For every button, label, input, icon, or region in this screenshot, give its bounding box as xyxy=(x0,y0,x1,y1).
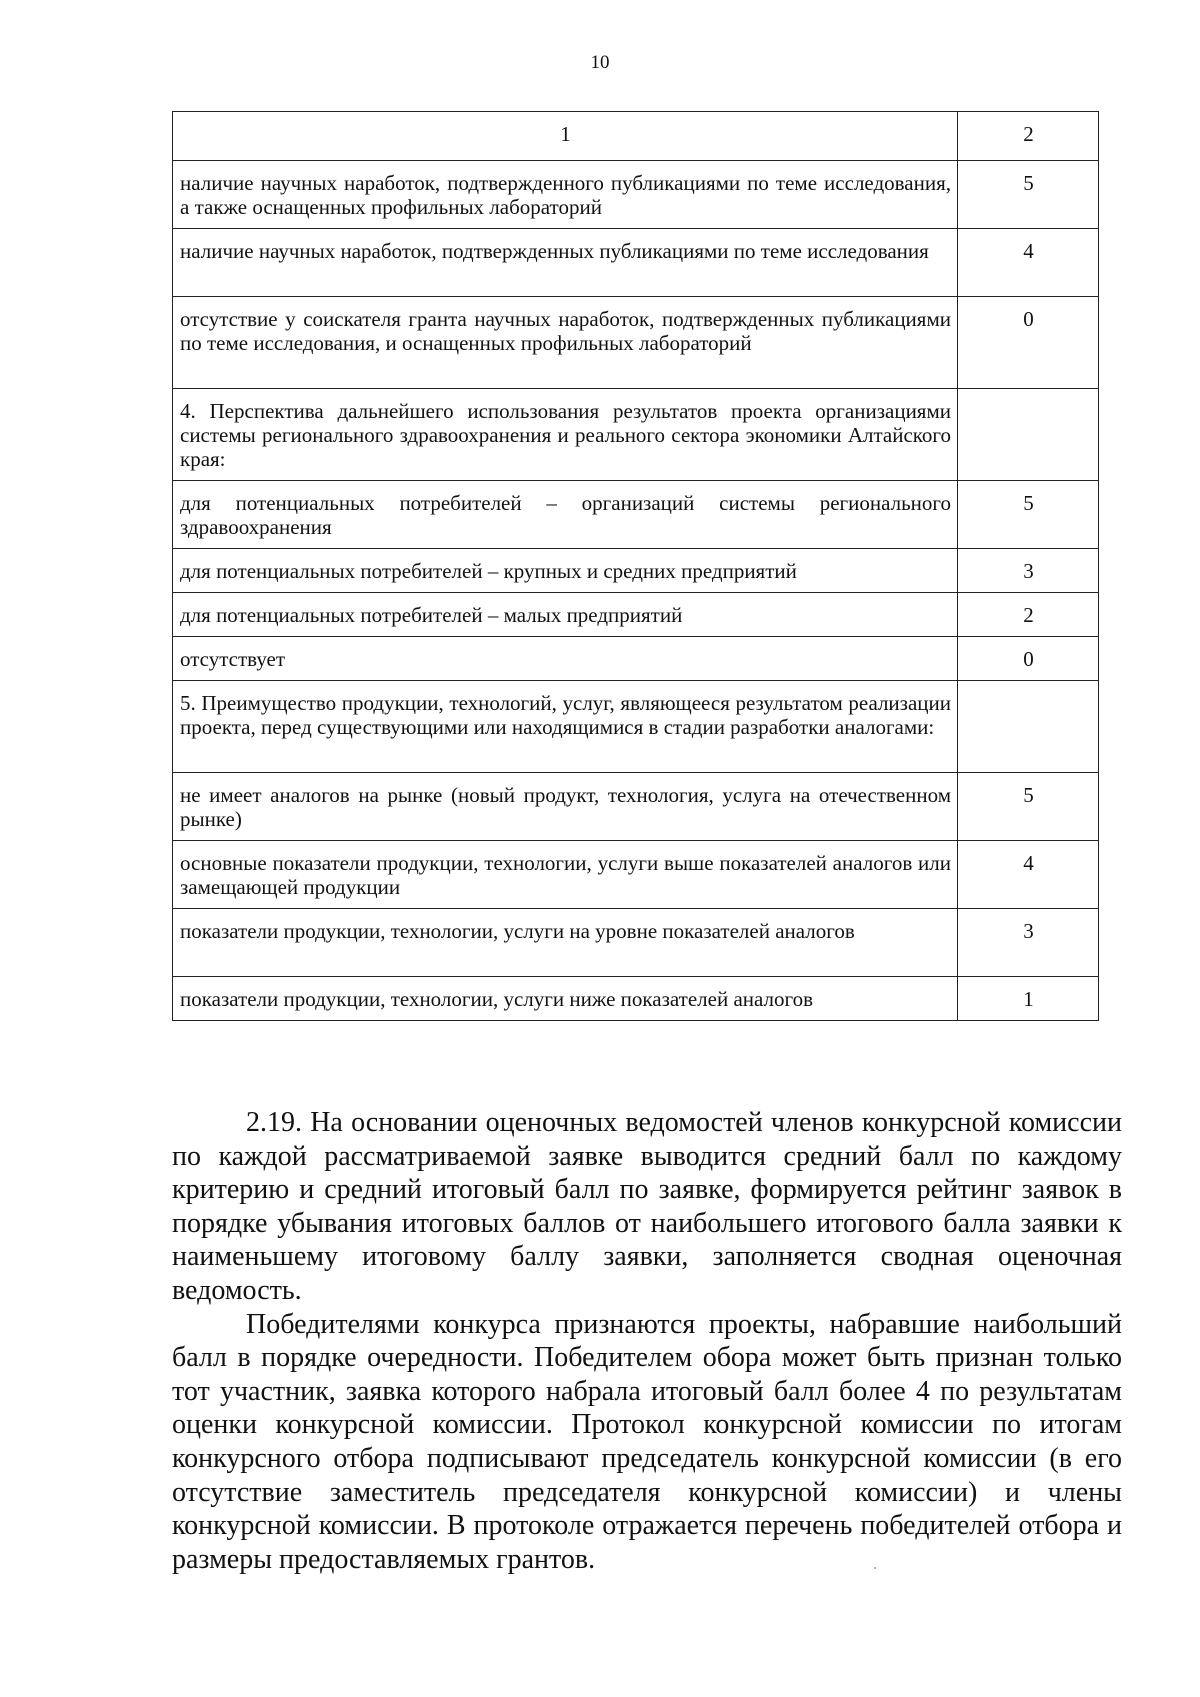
table-row xyxy=(173,297,1099,389)
criterion-text: наличие научных наработок, подтвержденных публикациями по теме исследования xyxy=(173,229,958,297)
scan-speck xyxy=(874,1567,876,1569)
criterion-text: для потенциальных потребителей – малых предприятий xyxy=(173,593,958,637)
table-row xyxy=(173,389,1099,481)
paragraph: Победителями конкурса признаются проекты, набравшие наибольший балл в порядке очередности. Победителем обора может быть признан только тот участник, заявка которого набрала итоговый балл более 4 по результатам оценки конкурсной комиссии. Протокол конкурсной комиссии по итогам конкурсного отбора подписывают председатель конкурсной комиссии (в его отсутствие заместитель председателя конкурсной комиссии) и члены конкурсной комиссии. В протоколе отражается перечень победителей отбора и размеры предоставляемых грантов. xyxy=(172,1308,1122,1575)
criterion-text: отсутствует xyxy=(173,637,958,681)
score-value: 3 xyxy=(958,549,1099,593)
score-value: 0 xyxy=(958,297,1099,389)
score-value: 5 xyxy=(958,773,1099,841)
score-value xyxy=(958,681,1099,773)
criterion-text: не имеет аналогов на рынке (новый продукт, технология, услуга на отечественном рынке) xyxy=(173,773,958,841)
page-number: 10 xyxy=(590,52,610,73)
table-row xyxy=(173,481,1099,549)
table-row xyxy=(173,161,1099,229)
body-text xyxy=(172,1106,1122,1576)
column-header-score: 2 xyxy=(958,112,1099,161)
score-value: 4 xyxy=(958,841,1099,909)
table-header-row xyxy=(173,112,1099,161)
table-row xyxy=(173,977,1099,1021)
score-value: 2 xyxy=(958,593,1099,637)
table-row xyxy=(173,637,1099,681)
criterion-text: наличие научных наработок, подтвержденного публикациями по теме исследования, а также оснащенных профильных лабораторий xyxy=(173,161,958,229)
criterion-text: показатели продукции, технологии, услуги на уровне показателей аналогов xyxy=(173,909,958,977)
table-row xyxy=(173,593,1099,637)
criterion-text: основные показатели продукции, технологии, услуги выше показателей аналогов или замещающей продукции xyxy=(173,841,958,909)
table-row xyxy=(173,229,1099,297)
table-row xyxy=(173,841,1099,909)
score-value: 5 xyxy=(958,161,1099,229)
criterion-text: показатели продукции, технологии, услуги ниже показателей аналогов xyxy=(173,977,958,1021)
score-value: 5 xyxy=(958,481,1099,549)
criterion-section-heading: 4. Перспектива дальнейшего использования результатов проекта организациями системы регионального здравоохранения и реального сектора экономики Алтайского края: xyxy=(173,389,958,481)
score-value: 1 xyxy=(958,977,1099,1021)
table-row xyxy=(173,681,1099,773)
paragraph: 2.19. На основании оценочных ведомостей членов конкурсной комиссии по каждой рассматриваемой заявке выводится средний балл по каждому критерию и средний итоговый балл по заявке, формируется рейтинг заявок в порядке убывания итоговых баллов от наибольшего итогового балла заявки к наименьшему итоговому баллу заявки, заполняется сводная оценочная ведомость. xyxy=(172,1107,1122,1306)
criterion-section-heading: 5. Преимущество продукции, технологий, услуг, являющееся результатом реализации проекта, перед существующими или находящимися в стадии разработки аналогами: xyxy=(173,681,958,773)
column-header-criterion: 1 xyxy=(173,112,958,161)
table-row xyxy=(173,909,1099,977)
criterion-text: для потенциальных потребителей – организаций системы регионального здравоохранения xyxy=(173,481,958,549)
criterion-text: для потенциальных потребителей – крупных и средних предприятий xyxy=(173,549,958,593)
score-value: 0 xyxy=(958,637,1099,681)
table-row xyxy=(173,549,1099,593)
score-value xyxy=(958,389,1099,481)
score-value: 3 xyxy=(958,909,1099,977)
table-row xyxy=(173,773,1099,841)
criteria-table xyxy=(172,111,1099,1021)
criterion-text: отсутствие у соискателя гранта научных наработок, подтвержденных публикациями по теме исследования, и оснащенных профильных лабораторий xyxy=(173,297,958,389)
score-value: 4 xyxy=(958,229,1099,297)
